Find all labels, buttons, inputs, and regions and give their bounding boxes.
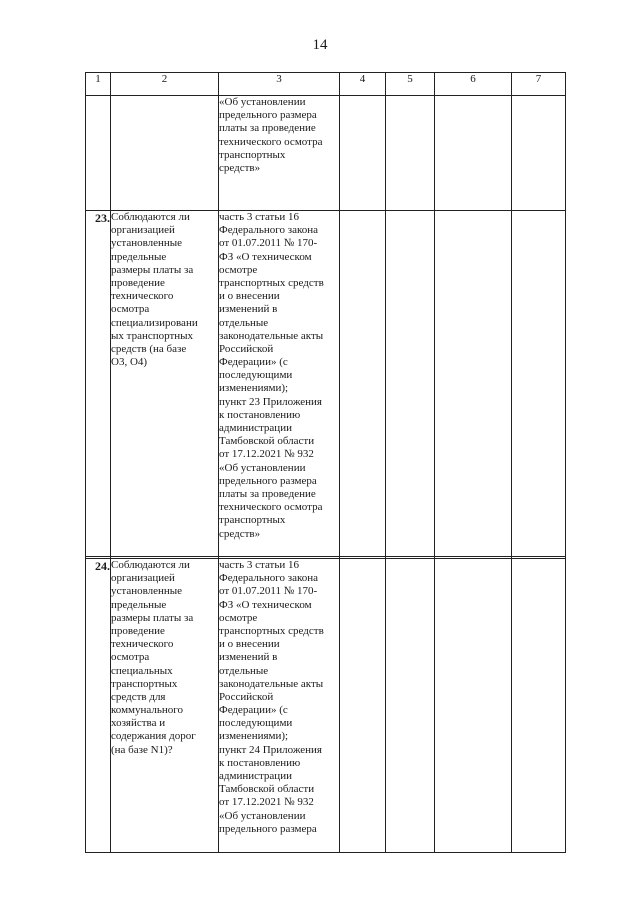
table-row bbox=[86, 559, 566, 853]
table-row bbox=[86, 96, 566, 211]
answer-cell-5 bbox=[386, 96, 435, 211]
header-cell-3: 3 bbox=[219, 73, 340, 96]
header-cell-2: 2 bbox=[111, 73, 219, 96]
page-number: 14 bbox=[312, 37, 328, 53]
answer-cell-7 bbox=[512, 559, 566, 853]
header-row bbox=[86, 73, 566, 96]
answer-cell-6 bbox=[435, 211, 512, 557]
row-number: 24. bbox=[86, 559, 111, 853]
table-row bbox=[86, 211, 566, 557]
header-cell-7: 7 bbox=[512, 73, 566, 96]
answer-cell-4 bbox=[340, 559, 386, 853]
checklist-table bbox=[85, 72, 566, 853]
legal-basis-cell: часть 3 статьи 16 Федерального закона от 01.07.2011 № 170- ФЗ «О техническом осмотре транспортных средств и о внесении изменений в отдельные законодательные акты Российской Федерации» (с последующими изменениями); пункт 24 Приложения к постановлению администрации Тамбовской области от 17.12.2021 № 932 «Об установлении предельного размера bbox=[219, 559, 340, 853]
answer-cell-7 bbox=[512, 96, 566, 211]
header-cell-1: 1 bbox=[86, 73, 111, 96]
legal-basis-cell: часть 3 статьи 16 Федерального закона от 01.07.2011 № 170- ФЗ «О техническом осмотре транспортных средств и о внесении изменений в отдельные законодательные акты Российской Федерации» (с последующими изменениями); пункт 23 Приложения к постановлению администрации Тамбовской области от 17.12.2021 № 932 «Об установлении предельного размера платы за проведение технического осмотра транспортных средств» bbox=[219, 211, 340, 557]
answer-cell-5 bbox=[386, 211, 435, 557]
answer-cell-4 bbox=[340, 211, 386, 557]
answer-cell-6 bbox=[435, 559, 512, 853]
answer-cell-5 bbox=[386, 559, 435, 853]
legal-basis-cell: «Об установлении предельного размера платы за проведение технического осмотра транспортных средств» bbox=[219, 96, 340, 211]
header-cell-4: 4 bbox=[340, 73, 386, 96]
header-cell-5: 5 bbox=[386, 73, 435, 96]
question-cell: Соблюдаются ли организацией установленные предельные размеры платы за проведение технического осмотра специализировани ых транспортных средств (на базе O3, O4) bbox=[111, 211, 219, 557]
question-cell bbox=[111, 96, 219, 211]
row-number: 23. bbox=[86, 211, 111, 557]
answer-cell-7 bbox=[512, 211, 566, 557]
answer-cell-6 bbox=[435, 96, 512, 211]
row-number bbox=[86, 96, 111, 211]
header-cell-6: 6 bbox=[435, 73, 512, 96]
question-cell: Соблюдаются ли организацией установленные предельные размеры платы за проведение технического осмотра специальных транспортных средств для коммунального хозяйства и содержания дорог (на базе N1)? bbox=[111, 559, 219, 853]
answer-cell-4 bbox=[340, 96, 386, 211]
